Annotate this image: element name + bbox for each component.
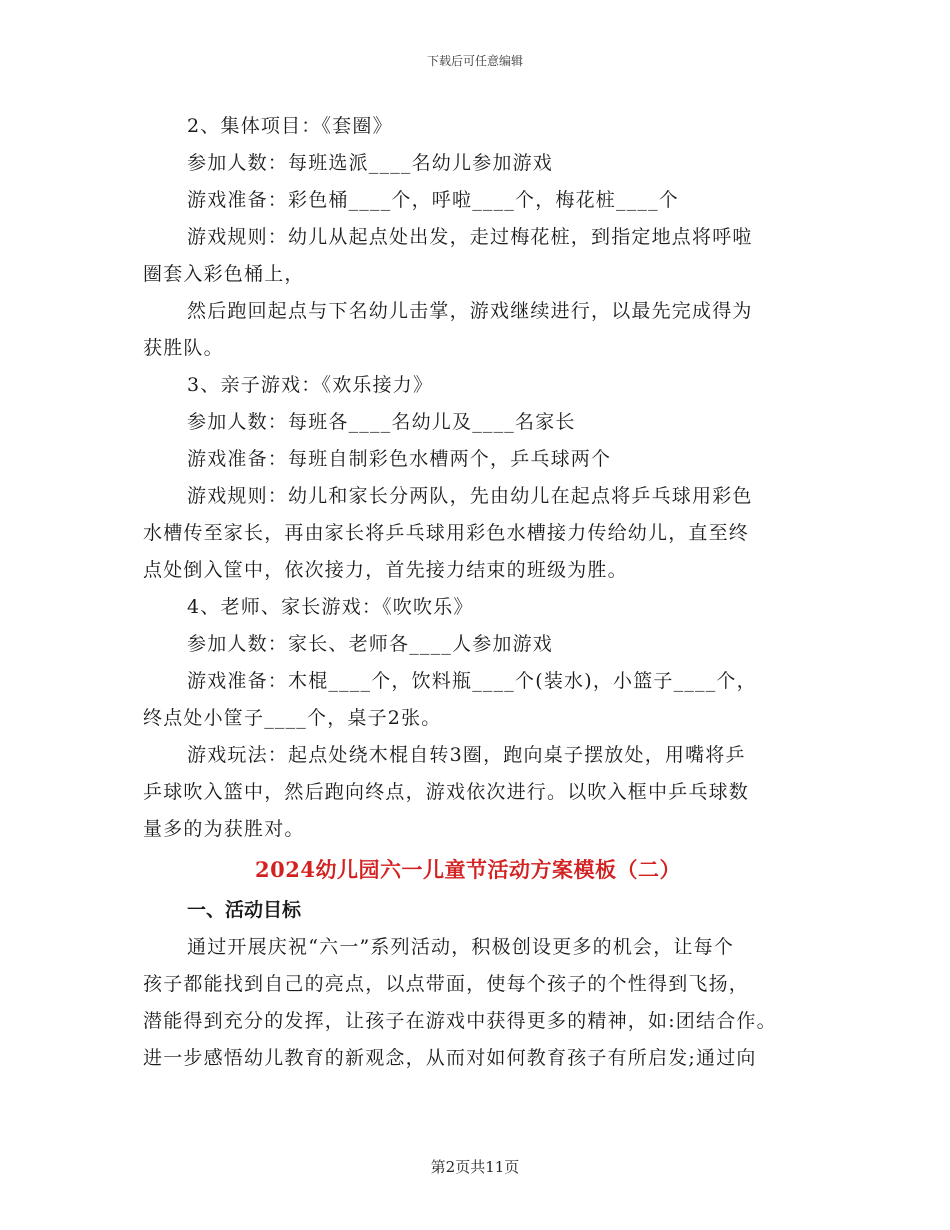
text-line: 2、集体项目：《套圈》 bbox=[187, 115, 393, 137]
text-line: 获胜队。 bbox=[143, 337, 224, 359]
page-footer: 第2页共11页 bbox=[430, 1158, 520, 1176]
paragraph-block-activities bbox=[143, 108, 823, 848]
text-line: 游戏玩法：起点处绕木棍自转3圈，跑向桌子摆放处，用嘴将乒 bbox=[187, 744, 746, 766]
text-line: 量多的为获胜对。 bbox=[143, 818, 305, 840]
header-note: 下载后可任意编辑 bbox=[426, 54, 523, 68]
text-line: 进一步感悟幼儿教育的新观念，从而对如何教育孩子有所启发;通过向 bbox=[143, 1047, 757, 1069]
text-line: 然后跑回起点与下名幼儿击掌，游戏继续进行，以最先完成得为 bbox=[187, 300, 753, 322]
text-line: 3、亲子游戏：《欢乐接力》 bbox=[187, 374, 434, 396]
section-heading: 一、活动目标 bbox=[187, 899, 302, 921]
text-line: 参加人数：家长、老师各____人参加游戏 bbox=[187, 633, 554, 655]
text-line: 游戏规则：幼儿和家长分两队，先由幼儿在起点将乒乓球用彩色 bbox=[187, 485, 753, 507]
text-line: 游戏准备：彩色桶____个，呼啦____个，梅花桩____个 bbox=[187, 189, 680, 211]
paragraph-block-goals bbox=[143, 929, 823, 1077]
text-line: 参加人数：每班各____名幼儿及____名家长 bbox=[187, 411, 576, 433]
text-line: 终点处小筐子____个，桌子2张。 bbox=[143, 707, 442, 729]
text-line: 孩子都能找到自己的亮点，以点带面，使每个孩子的个性得到飞扬， bbox=[143, 973, 750, 995]
text-line: 圈套入彩色桶上， bbox=[143, 263, 305, 285]
text-line: 潜能得到充分的发挥，让孩子在游戏中获得更多的精神，如:团结合作。 bbox=[143, 1010, 777, 1032]
text-line: 4、老师、家长游戏：《吹吹乐》 bbox=[187, 596, 474, 618]
section-title: 2024幼儿园六一儿童节活动方案模板（二） bbox=[255, 857, 681, 882]
text-line: 参加人数：每班选派____名幼儿参加游戏 bbox=[187, 152, 554, 174]
text-line: 乒球吹入篮中，然后跑向终点，游戏依次进行。以吹入框中乒乓球数 bbox=[143, 781, 750, 803]
document-body bbox=[143, 108, 823, 1077]
text-line: 游戏规则：幼儿从起点处出发，走过梅花桩，到指定地点将呼啦 bbox=[187, 226, 753, 248]
text-line: 通过开展庆祝“六一”系列活动，积极创设更多的机会，让每个 bbox=[187, 936, 735, 958]
text-line: 游戏准备：木棍____个，饮料瓶____个(装水)，小篮子____个， bbox=[187, 670, 757, 692]
text-line: 游戏准备：每班自制彩色水槽两个，乒乓球两个 bbox=[187, 448, 612, 470]
text-line: 水槽传至家长，再由家长将乒乓球用彩色水槽接力传给幼儿，直至终 bbox=[143, 522, 750, 544]
text-line: 点处倒入筐中，依次接力，首先接力结束的班级为胜。 bbox=[143, 559, 628, 581]
